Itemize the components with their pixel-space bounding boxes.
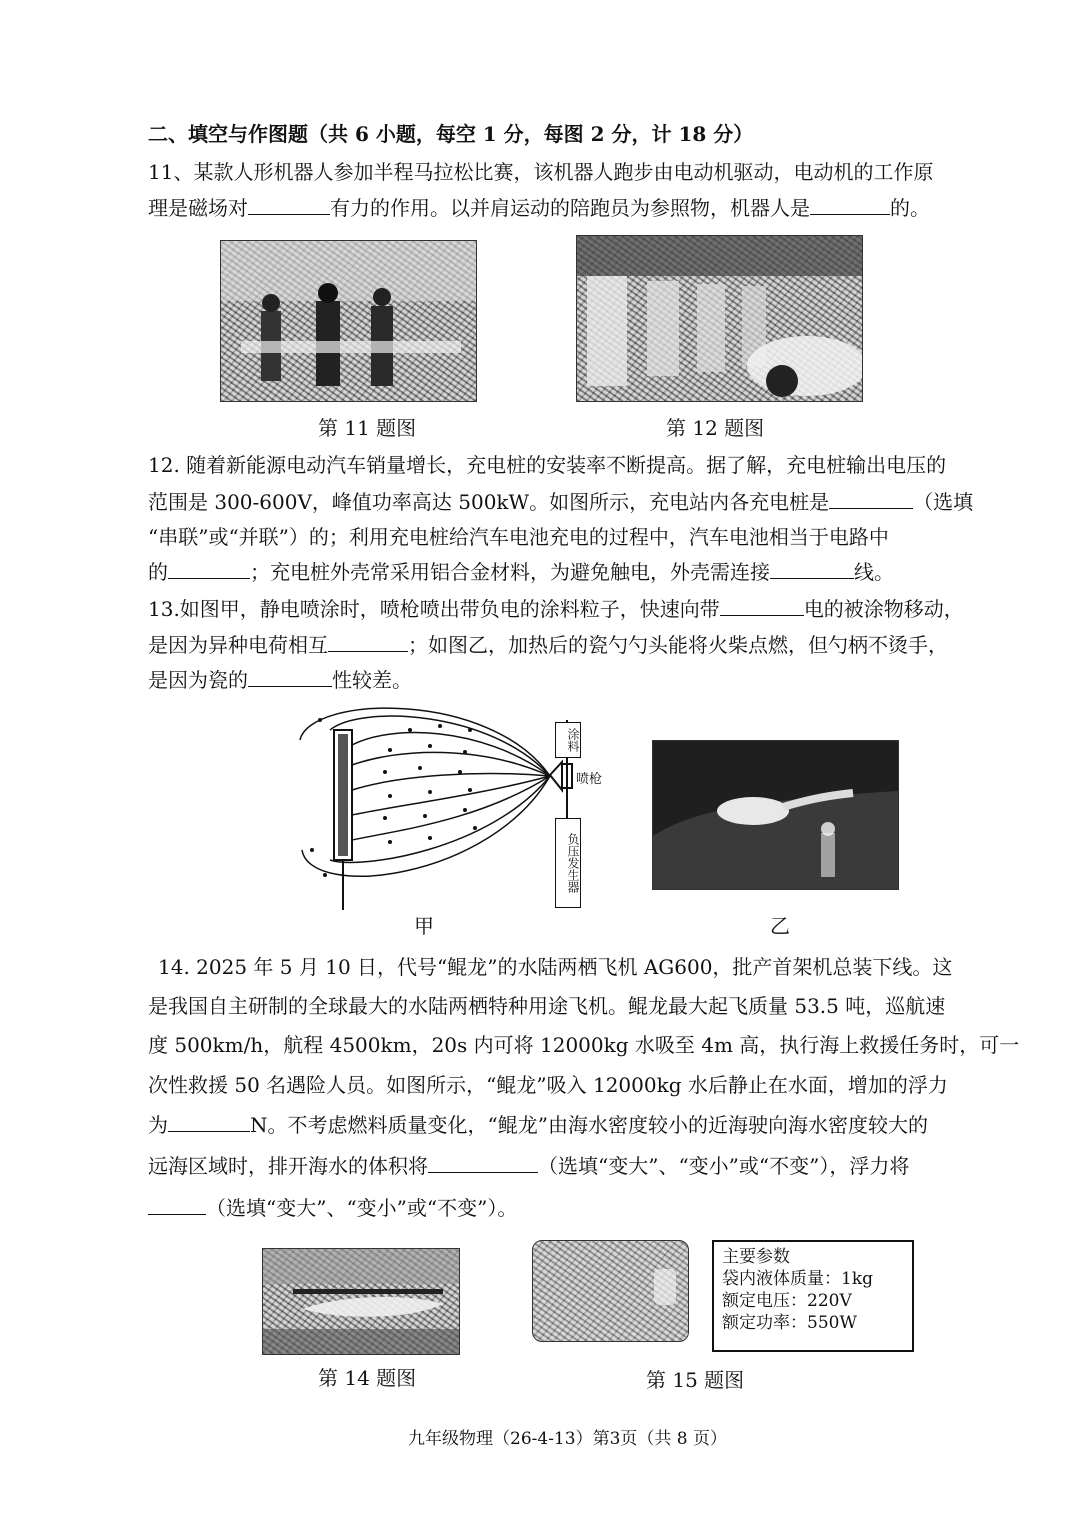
q12-blank-1[interactable] [829,488,913,509]
q14-text-a: 为 [148,1113,168,1137]
charging-station-photo [576,235,863,402]
q12-text-e: 线。 [854,560,894,584]
spec-table [712,1240,914,1352]
q13-blank-2[interactable] [328,631,408,652]
q11-text-c: 的。 [890,196,930,220]
q14-line-7 [148,1194,517,1222]
fig12-caption: 第 12 题图 [666,416,765,440]
robot-marathon-photo [220,240,477,402]
q14-text-e: （选填“变大”、“变小”或“不变”）。 [206,1196,518,1220]
q13-text-e: 是因为瓷的 [148,668,248,692]
q12-line-2 [148,488,973,516]
spray-gun-label: 喷枪 [576,772,603,787]
q13-blank-1[interactable] [720,595,804,616]
q13-line-1 [148,595,964,623]
q14-line-4: 次性救援 50 名遇险人员。如图所示，“鲲龙”吸入 12000kg 水后静止在水面，增加的浮力 [148,1073,948,1097]
q13-text-d: ；如图乙，加热后的瓷勺勺头能将火柴点燃，但勺柄不烫手， [408,633,948,657]
q12-line-3: “串联”或“并联”）的；利用充电桩给汽车电池充电的过程中，汽车电池相当于电路中 [148,525,889,549]
q14-blank-2[interactable] [428,1152,538,1173]
q13-text-a: 13.如图甲，静电喷涂时，喷枪喷出带负电的涂料粒子，快速向带 [148,597,720,621]
q14-text-c: 远海区域时，排开海水的体积将 [148,1154,428,1178]
paint-container-label: 涂料 [555,722,581,758]
q14-line-3: 度 500km/h，航程 4500km，20s 内可将 12000kg 水吸至 4m 高，执行海上救援任务时，可一 [148,1033,1020,1057]
section-heading: 二、填空与作图题（共 6 小题，每空 1 分，每图 2 分，计 18 分） [148,122,754,146]
q13-line-2 [148,631,948,659]
q14-text-b: N。不考虑燃料质量变化，“鲲龙”由海水密度较小的近海驶向海水密度较大的 [250,1113,928,1137]
q12-blank-3[interactable] [770,558,854,579]
q12-blank-2[interactable] [168,558,250,579]
q13-text-b: 电的被涂物移动， [803,597,964,621]
spec-rated-power: 额定功率：550W [722,1313,857,1333]
fig13-b-caption: 乙 [770,914,790,938]
fig15-caption: 第 15 题图 [646,1368,745,1392]
q13-line-3 [148,666,412,694]
fig13-a-caption: 甲 [414,914,434,938]
q14-blank-3[interactable] [148,1194,206,1215]
q11-text-b: 有力的作用。以并肩运动的陪跑员为参照物，机器人是 [330,196,810,220]
spray-coating-diagram [290,700,620,915]
q14-line-2: 是我国自主研制的全球最大的水陆两栖特种用途飞机。鲲龙最大起飞质量 53.5 吨，巡航速 [148,994,946,1018]
spec-title: 主要参数 [722,1247,790,1267]
q12-text-b: （选填 [913,490,974,514]
hot-water-bag-photo [532,1240,689,1342]
q11-blank-1[interactable] [248,194,330,215]
q14-text-d: （选填“变大”、“变小”或“不变”），浮力将 [538,1154,910,1178]
fig11-caption: 第 11 题图 [318,416,417,440]
q11-line-2 [148,194,930,222]
seaplane-photo [262,1248,460,1355]
q12-line-4 [148,558,894,586]
q14-line-6 [148,1152,909,1180]
fig14-caption: 第 14 题图 [318,1366,417,1390]
q13-blank-3[interactable] [248,666,332,687]
q13-text-c: 是因为异种电荷相互 [148,633,328,657]
spec-rated-voltage: 额定电压：220V [722,1291,852,1311]
q14-line-1: 14. 2025 年 5 月 10 日，代号“鲲龙”的水陆两栖飞机 AG600，批产首架机总装下线。这 [158,955,953,979]
spec-liquid-mass: 袋内液体质量：1kg [722,1269,873,1289]
page-footer: 九年级物理（26-4-13）第3页（共 8 页） [408,1429,728,1449]
q14-line-5 [148,1111,928,1139]
negative-pressure-generator-label: 负压发生器 [555,818,581,908]
q12-text-c: 的 [148,560,168,584]
q12-line-1: 12. 随着新能源电动汽车销量增长，充电桩的安装率不断提高。据了解，充电桩输出电压的 [148,453,947,477]
q12-text-a: 范围是 300-600V，峰值功率高达 500kW。如图所示，充电站内各充电桩是 [148,490,830,514]
porcelain-spoon-photo [652,740,899,890]
q14-blank-1[interactable] [168,1111,250,1132]
q11-line-1: 11、某款人形机器人参加半程马拉松比赛，该机器人跑步由电动机驱动，电动机的工作原 [148,160,934,184]
q11-blank-2[interactable] [810,194,890,215]
q13-text-f: 性较差。 [332,668,412,692]
q11-text-a: 理是磁场对 [148,196,248,220]
q12-text-d: ；充电桩外壳常采用铝合金材料，为避免触电，外壳需连接 [250,560,770,584]
